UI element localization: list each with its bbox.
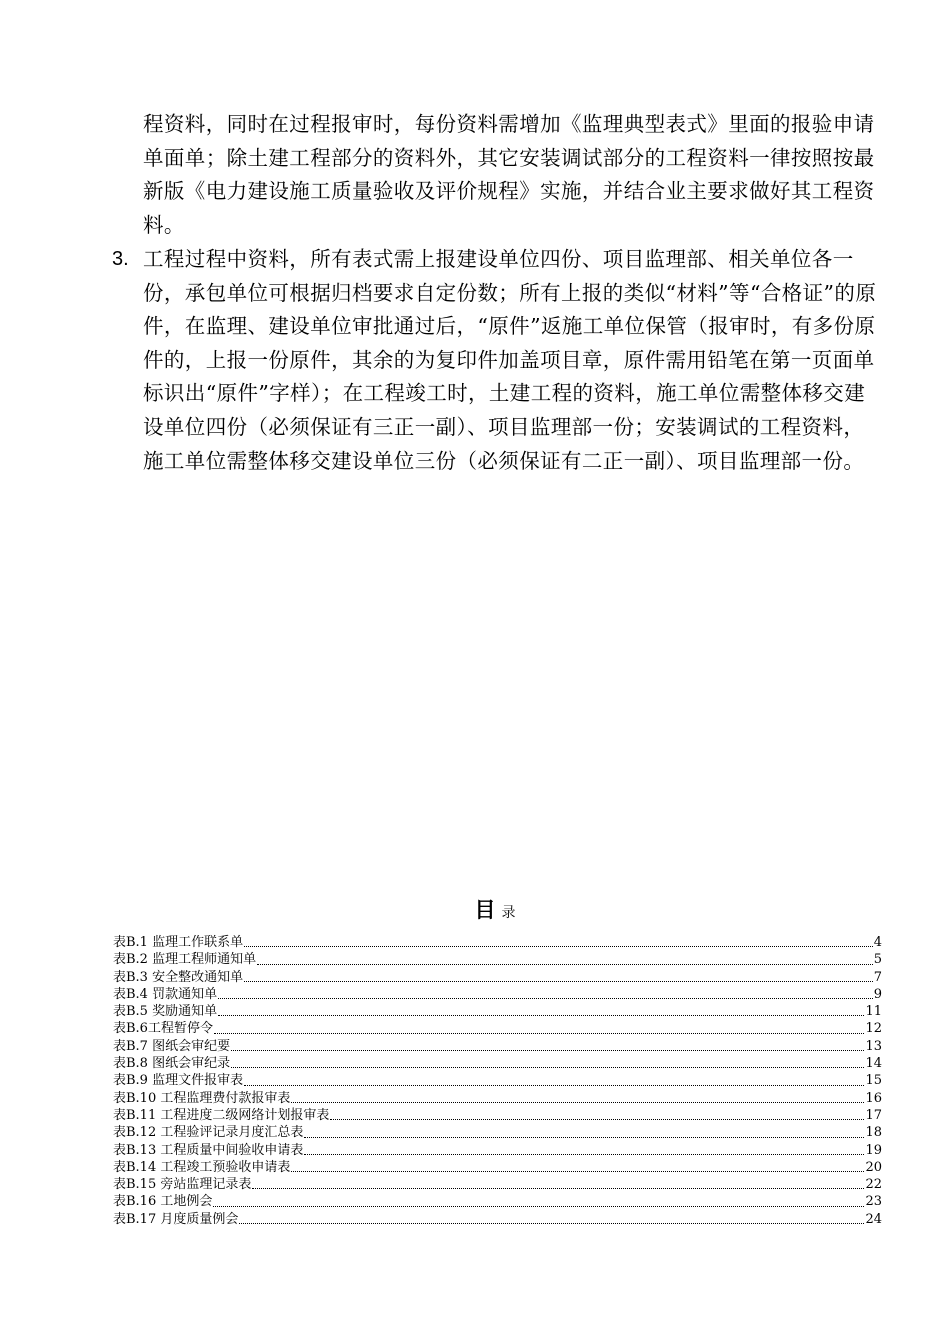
toc-entry-page: 23 <box>865 1194 882 1210</box>
toc-entry-page: 7 <box>873 969 882 985</box>
toc-leader-dots <box>218 998 873 999</box>
toc-entry-label: 表B.8 图纸会审纪录 <box>113 1056 231 1072</box>
continued-paragraph: 程资料，同时在过程报审时，每份资料需增加《监理典型表式》里面的报验申请单面单；除土建工程部分的资料外，其它安装调试部分的工程资料一律按照按最新版《电力建设施工质量验收及评价规程》实施，并结合业主要求做好其工程资料。 <box>143 112 875 237</box>
toc-entry-page: 24 <box>865 1211 882 1227</box>
toc-title-sub: 录 <box>501 905 516 921</box>
toc-entry[interactable] <box>113 1038 882 1055</box>
toc-entry-label: 表B.13 工程质量中间验收申请表 <box>113 1142 304 1158</box>
toc-entry-label: 表B.2 监理工程师通知单 <box>113 952 257 968</box>
toc-entry-label: 表B.17 月度质量例会 <box>113 1211 239 1227</box>
toc-entry-page: 17 <box>865 1107 882 1123</box>
toc-title <box>0 894 950 924</box>
toc-entry-page: 4 <box>873 935 882 950</box>
toc-entry-page: 20 <box>865 1159 882 1175</box>
toc-entry[interactable] <box>113 1124 882 1141</box>
toc-entry[interactable] <box>113 934 882 951</box>
toc-leader-dots <box>252 1188 864 1189</box>
toc-leader-dots <box>291 1102 864 1103</box>
toc-entry[interactable] <box>113 951 882 968</box>
toc-entry-page: 13 <box>865 1038 882 1054</box>
toc-leader-dots <box>257 964 873 965</box>
toc-entry-label: 表B.12 工程验评记录月度汇总表 <box>113 1125 304 1141</box>
toc-entry[interactable] <box>113 1055 882 1072</box>
toc-entry-label: 表B.1 监理工作联系单 <box>113 935 244 950</box>
toc-entry[interactable] <box>113 1159 882 1176</box>
toc-entry-label: 表B.7 图纸会审纪要 <box>113 1038 231 1054</box>
toc-entry-label: 表B.15 旁站监理记录表 <box>113 1177 252 1193</box>
toc-leader-dots <box>330 1119 864 1120</box>
toc-leader-dots <box>218 1015 864 1016</box>
toc-entry-page: 9 <box>873 986 882 1002</box>
toc-entry-page: 18 <box>865 1125 882 1141</box>
toc-leader-dots <box>244 1085 864 1086</box>
toc-leader-dots <box>304 1154 864 1155</box>
toc-leader-dots <box>244 946 873 947</box>
toc-entry-label: 表B.9 监理文件报审表 <box>113 1073 244 1089</box>
toc-leader-dots <box>231 1067 864 1068</box>
toc-entry-label: 表B.5 奖励通知单 <box>113 1004 218 1020</box>
toc-entry-page: 22 <box>865 1177 882 1193</box>
toc-entry-label: 表B.16 工地例会 <box>113 1194 213 1210</box>
toc-entry-page: 12 <box>865 1021 882 1037</box>
toc-entry[interactable] <box>113 1142 882 1159</box>
toc-entry-label: 表B.6工程暂停令 <box>113 1021 213 1037</box>
toc-entry-page: 5 <box>873 952 882 968</box>
toc-leader-dots <box>214 1033 864 1034</box>
toc-entry[interactable] <box>113 986 882 1003</box>
toc-entry[interactable] <box>113 1090 882 1107</box>
toc-entry-label: 表B.10 工程监理费付款报审表 <box>113 1090 291 1106</box>
toc-entry[interactable] <box>113 969 882 986</box>
toc-entry-label: 表B.4 罚款通知单 <box>113 986 218 1002</box>
list-item-text: 工程过程中资料，所有表式需上报建设单位四份、项目监理部、相关单位各一份，承包单位可根据归档要求自定份数；所有上报的类似“材料”等“合格证”的原件，在监理、建设单位审批通过后，“原件”返施工单位保管（报审时，有多份原件的，上报一份原件，其余的为复印件加盖项目章，原件需用铅笔在第一页面单标识出“原件”字样）；在工程竣工时，土建工程的资料，施工单位需整体移交建设单位四份（必须保证有三正一副）、项目监理部一份；安装调试的工程资料，施工单位需整体移交建设单位三份（必须保证有二正一副）、项目监理部一份。 <box>143 247 877 473</box>
toc-entry-label: 表B.3 安全整改通知单 <box>113 969 244 985</box>
toc-entry[interactable] <box>113 1211 882 1228</box>
toc-leader-dots <box>239 1223 864 1224</box>
toc-entry[interactable] <box>113 1107 882 1124</box>
toc-leader-dots <box>304 1137 864 1138</box>
toc-entry-page: 11 <box>865 1004 882 1020</box>
toc-entry[interactable] <box>113 1193 882 1210</box>
toc-title-main: 目 <box>474 898 496 922</box>
toc-leader-dots <box>244 981 873 982</box>
toc-entry-page: 16 <box>865 1090 882 1106</box>
toc-entry-page: 15 <box>865 1073 882 1089</box>
table-of-contents <box>113 934 882 1228</box>
toc-entry[interactable] <box>113 1072 882 1089</box>
toc-entry[interactable] <box>113 1003 882 1020</box>
toc-entry-label: 表B.11 工程进度二级网络计划报审表 <box>113 1107 330 1123</box>
toc-leader-dots <box>213 1206 864 1207</box>
toc-entry-label: 表B.14 工程竣工预验收申请表 <box>113 1159 291 1175</box>
toc-entry-page: 19 <box>865 1142 882 1158</box>
toc-leader-dots <box>291 1171 864 1172</box>
toc-entry-page: 14 <box>865 1056 882 1072</box>
list-item-number: 3. <box>112 248 129 270</box>
toc-entry[interactable] <box>113 1176 882 1193</box>
toc-entry[interactable] <box>113 1020 882 1037</box>
toc-leader-dots <box>231 1050 864 1051</box>
